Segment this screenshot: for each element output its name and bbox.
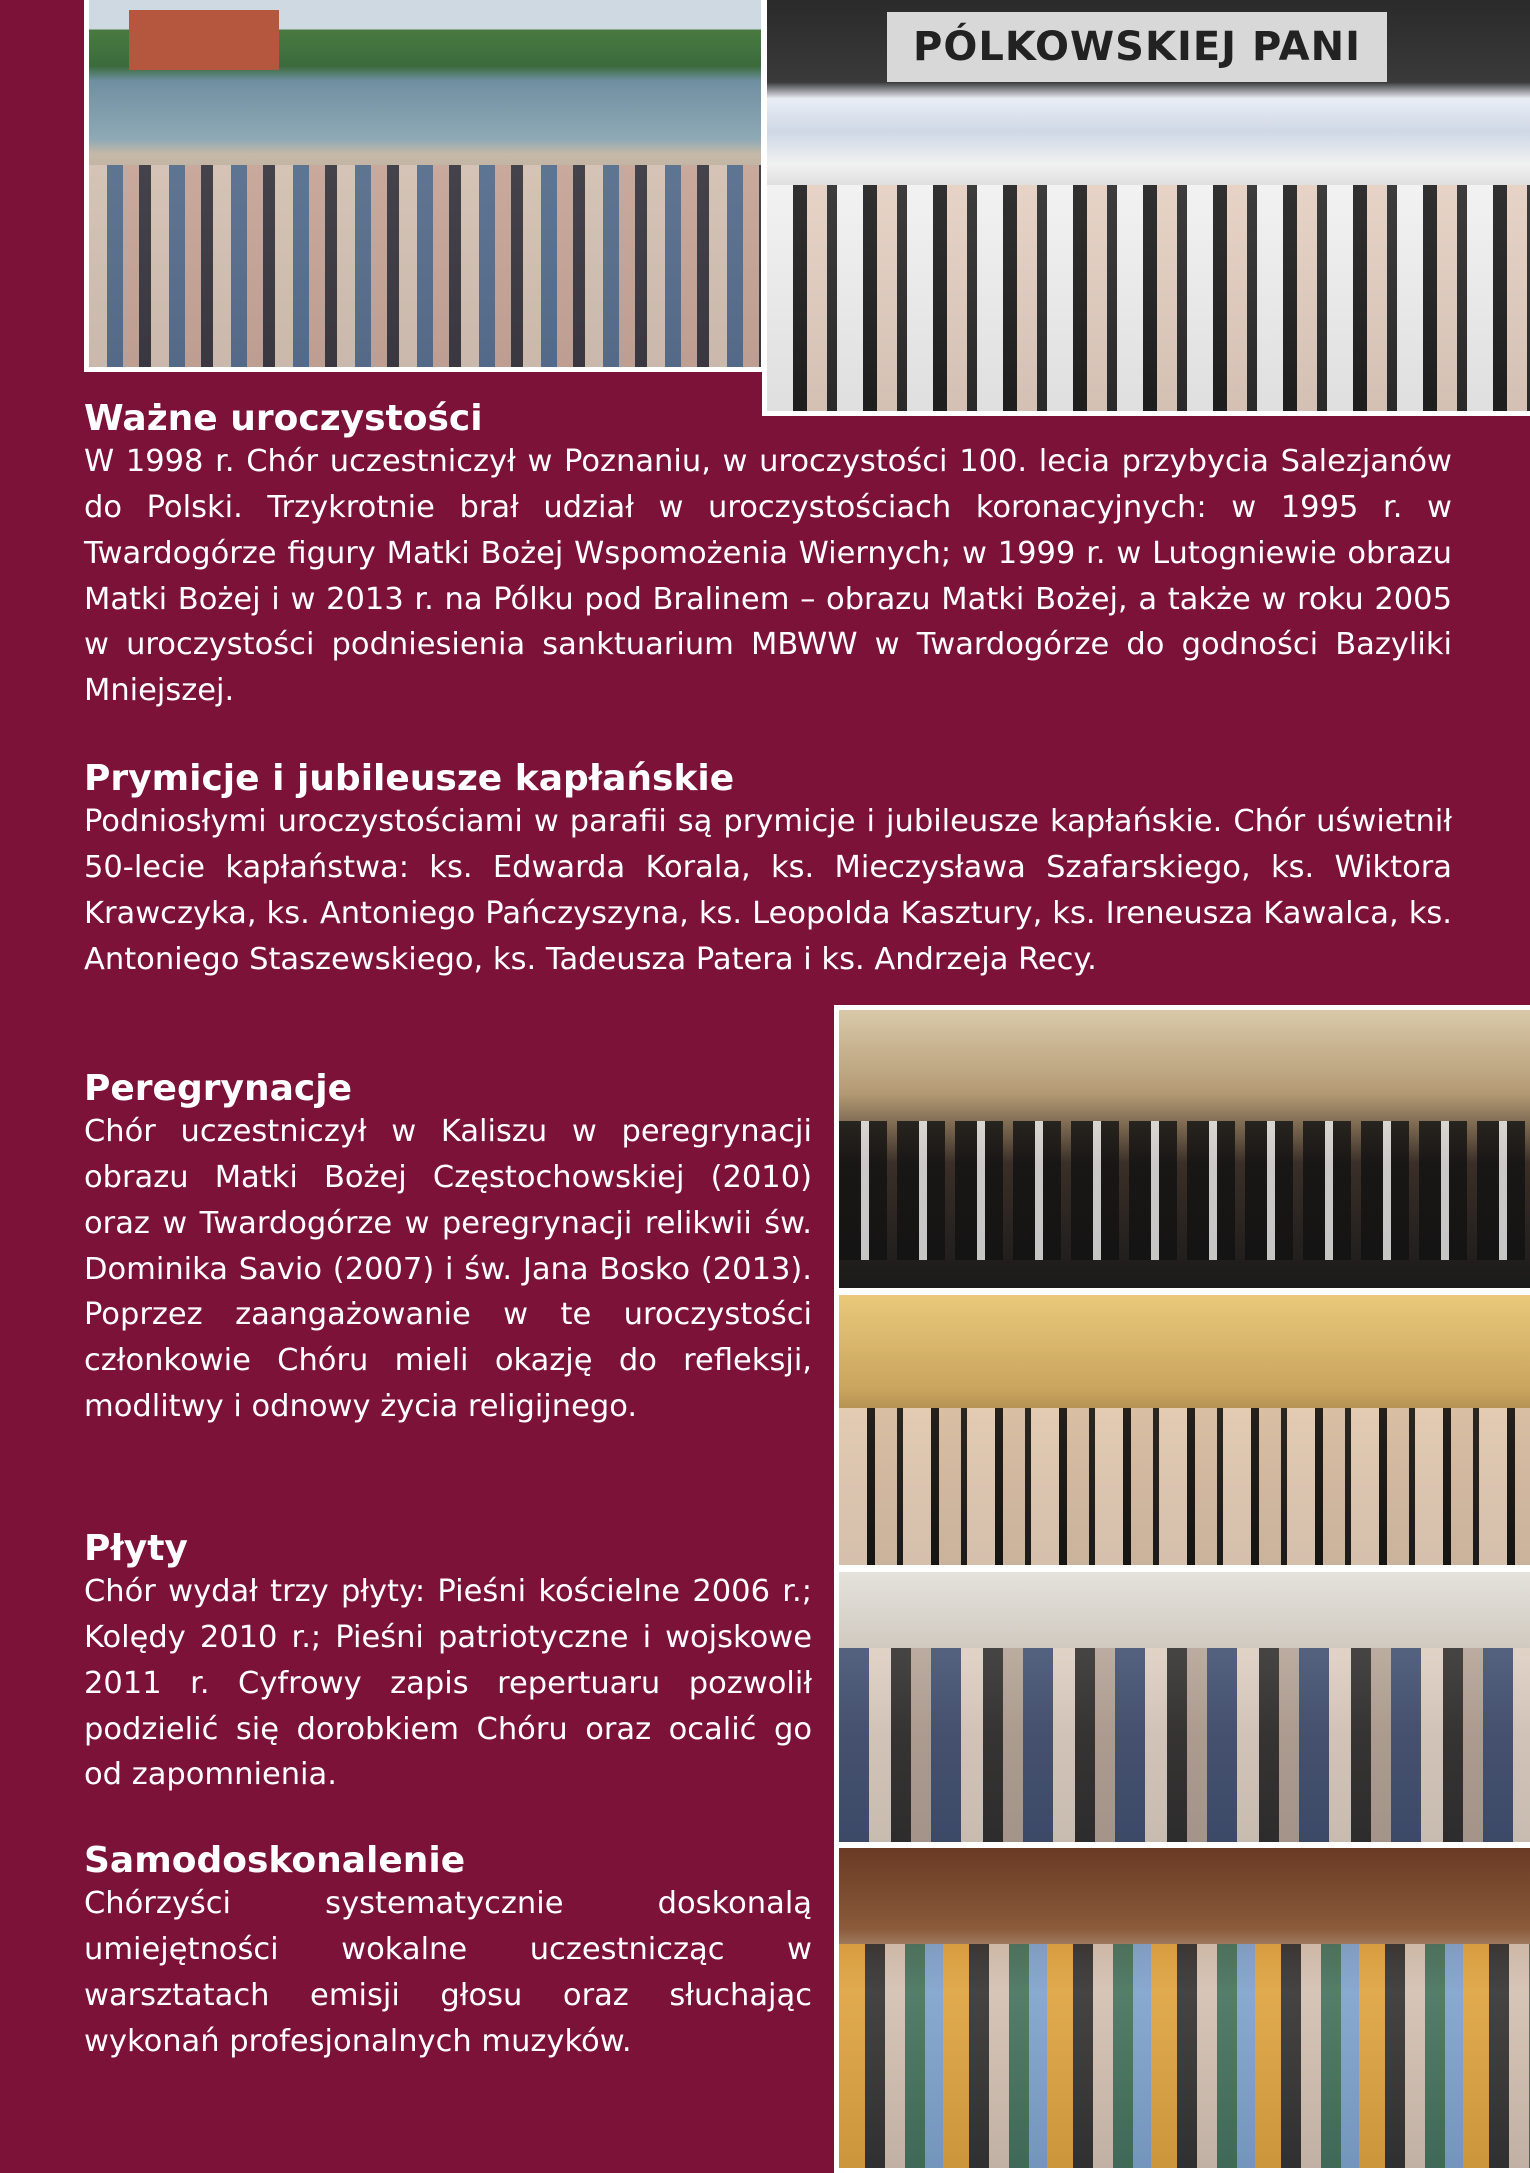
section-body: Chór uczestniczył w Kaliszu w peregrynacji obrazu Matki Bożej Częstochowskiej (2010) oraz w Twardogórze w peregrynacji relikwii św. Dominika Savio (2007) i św. Jana Bosko (2013). Poprzez zaangażowanie w te uroczystości członkowie Chóru mieli okazję do refleksji, modlitwy i odnowy życia religijnego. (84, 1114, 812, 1424)
choir-row-shape (839, 1408, 1530, 1565)
section-body: Chór wydał trzy płyty: Pieśni kościelne 2006 r.; Kolędy 2010 r.; Pieśni patriotyczne i wojskowe 2011 r. Cyfrowy zapis repertuaru pozwolił podzielić się dorobkiem Chóru oraz ocalić go od zapomnienia. (84, 1574, 812, 1793)
section-title: Prymicje i jubileusze kapłańskie (84, 758, 735, 799)
singers-shape (839, 1121, 1530, 1260)
group-shape (839, 1648, 1530, 1842)
church-piano-photo (834, 1005, 1530, 1293)
stage-choir-photo (762, 0, 1530, 416)
room-group-photo (834, 1567, 1530, 1847)
section-records (84, 1528, 812, 1798)
church-choir-photo (834, 1290, 1530, 1570)
section-important-ceremonies (84, 398, 1452, 714)
section-pilgrimages (84, 1068, 812, 1430)
section-body: Chórzyści systematycznie doskonalą umiejętności wokalne uczestnicząc w warsztatach emisji głosu oraz słuchając wykonań profesjonalnych muzyków. (84, 1886, 812, 2059)
section-title: Peregrynacje (84, 1068, 352, 1109)
castle-shape (129, 10, 279, 70)
rehearsal-group-shape (839, 1944, 1530, 2168)
castle-group-photo (84, 0, 766, 372)
section-body: Podniosłymi uroczystościami w parafii są prymicje i jubileusze kapłańskie. Chór uświetnił 50-lecie kapłaństwa: ks. Edwarda Korala, ks. Mieczysława Szafarskiego, ks. Wiktora Krawczyka, ks. Antoniego Pańczyszyna, ks. Leopolda Kasztury, ks. Ireneusza Kawalca, ks. Antoniego Staszewskiego, ks. Tadeusza Patera i ks. Andrzeja Recy. (84, 804, 1452, 977)
section-self-improvement (84, 1840, 812, 2064)
rehearsal-photo (834, 1843, 1530, 2173)
section-priestly-jubilees (84, 758, 1452, 982)
section-body: W 1998 r. Chór uczestniczył w Poznaniu, w uroczystości 100. lecia przybycia Salezjanów do Polski. Trzykrotnie brał udział w uroczystościach koronacyjnych: w 1995 r. w Twardogórze figury Matki Bożej Wspomożenia Wiernych; w 1999 r. w Lutogniewie obrazu Matki Bożej i w 2013 r. na Pólku pod Bralinem – obrazu Matki Bożej, a także w roku 2005 w uroczystości podniesienia sanktuarium MBWW w Twardogórze do godności Bazyliki Mniejszej. (84, 444, 1452, 709)
section-title: Płyty (84, 1528, 188, 1569)
stage-banner: PÓLKOWSKIEJ PANI (887, 12, 1387, 82)
section-title: Ważne uroczystości (84, 398, 483, 439)
crowd-shape (89, 165, 761, 367)
section-title: Samodoskonalenie (84, 1840, 466, 1881)
choir-shape (767, 185, 1530, 411)
